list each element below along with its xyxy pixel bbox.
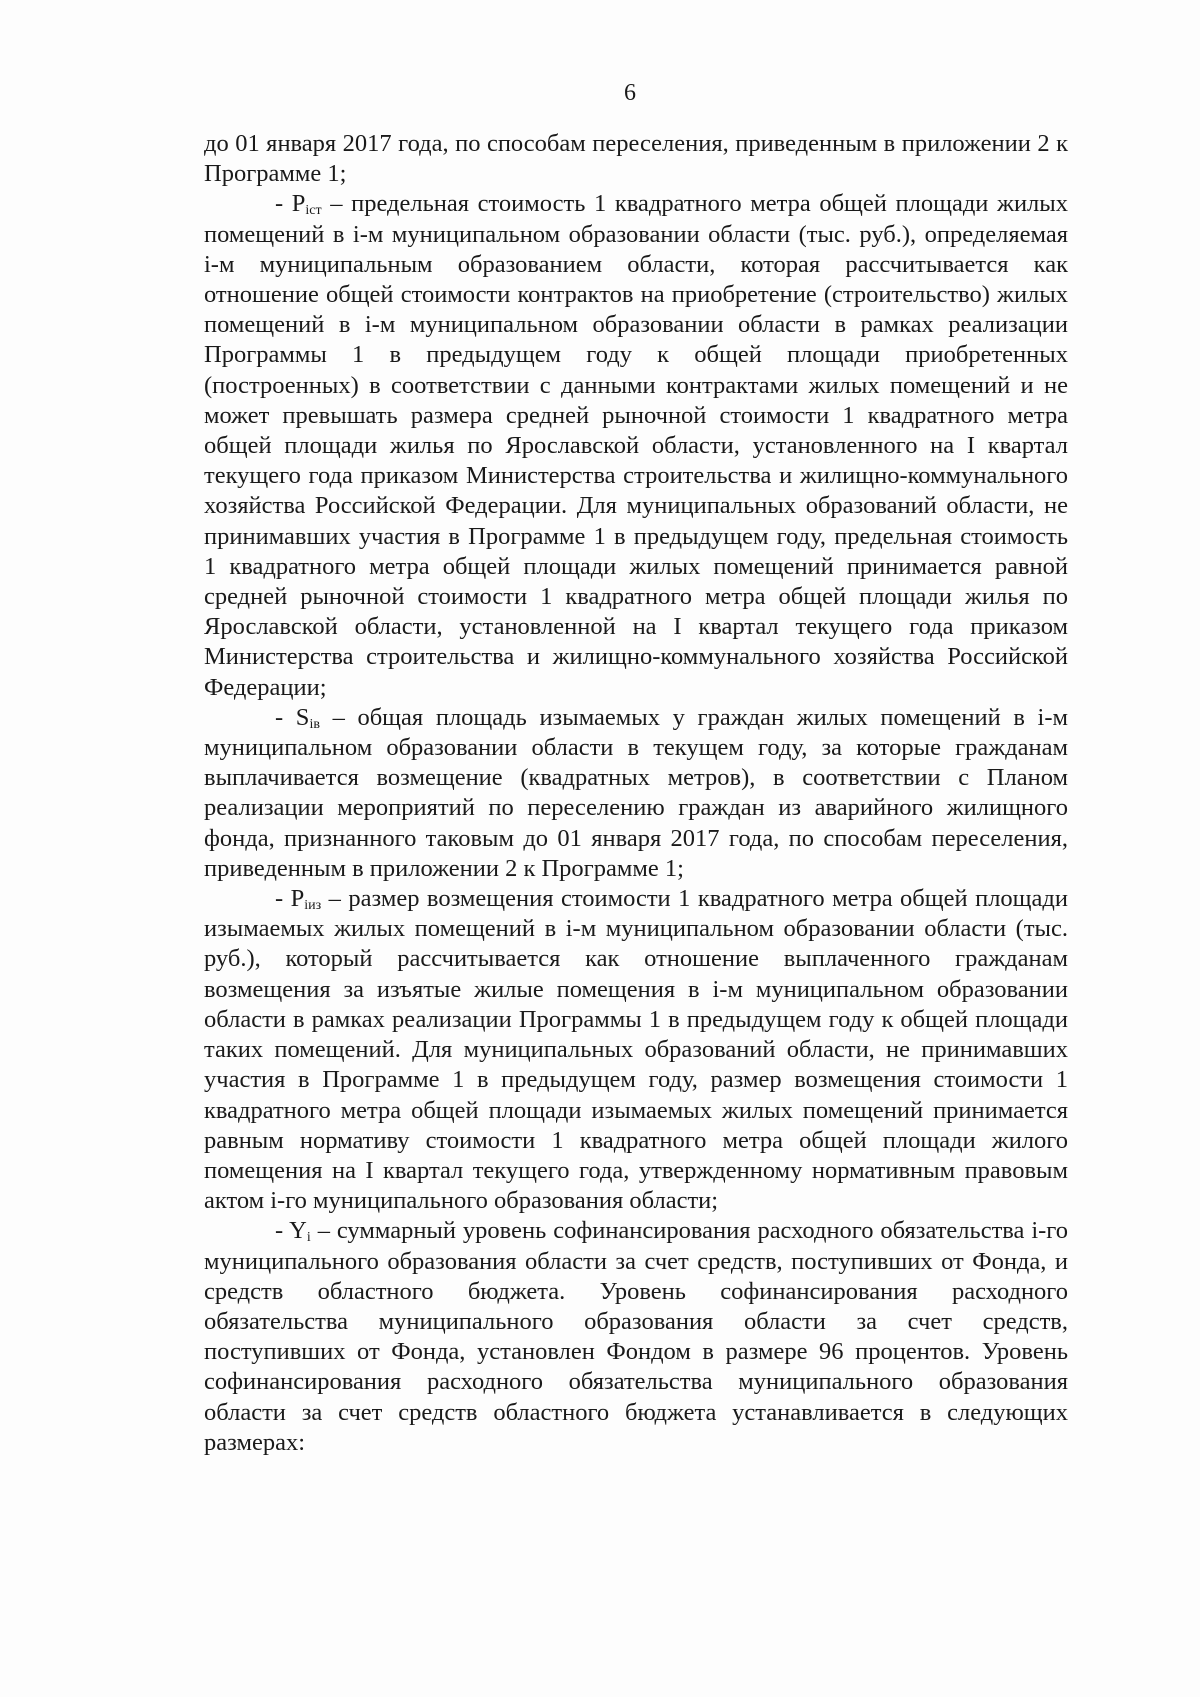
paragraph-text: - Y [275, 1217, 307, 1245]
paragraph [204, 189, 1068, 702]
paragraph-text: - S [275, 703, 310, 731]
paragraph [204, 129, 1068, 189]
subscript: i [306, 1230, 311, 1246]
paragraph-text: – общая площадь изымаемых у граждан жилых помещений в i-м муниципальном образовании области в текущем году, за которые гражданам выплачивается возмещение (квадратных метров), в соответствии с Планом реализации мероприятий по переселению граждан из аварийного жилищного фонда, признанного таковым до 01 января 2017 года, по способам переселения, приведенным в приложении 2 к Программе 1; [204, 703, 1068, 882]
paragraph [204, 884, 1068, 1216]
subscript: iв [309, 716, 320, 732]
paragraph-text: – предельная стоимость 1 квадратного метра общей площади жилых помещений в i-м муниципальном образовании области (тыс. руб.), определяемая i-м муниципальным образованием области, которая рассчитывается как отношение общей стоимости контрактов на приобретение (строительство) жилых помещений в i-м муниципальном образовании области в рамках реализации Программы 1 в предыдущем году к общей площади приобретенных (построенных) в соответствии с данными контрактами жилых помещений и не может превышать размера средней рыночной стоимости 1 квадратного метра общей площади жилья по Ярославской области, установленного на I квартал текущего года приказом Министерства строительства и жилищно-коммунального хозяйства Российской Федерации. Для муниципальных образований области, не принимавших участия в Программе 1 в предыдущем году, предельная стоимость 1 квадратного метра общей площади жилых помещений принимается равной средней рыночной стоимости 1 квадратного метра общей площади жилья по Ярославской области, установленной на I квартал текущего года приказом Министерства строительства и жилищно-коммунального хозяйства Российской Федерации; [204, 190, 1068, 701]
document-body [204, 129, 1068, 1458]
subscript: iст [305, 203, 322, 219]
paragraph-text: до 01 января 2017 года, по способам переселения, приведенным в приложении 2 к Программе 1; [204, 130, 1068, 188]
paragraph-text: – суммарный уровень софинансирования расходного обязательства i-го муниципального образования области за счет средств, поступивших от Фонда, и средств областного бюджета. Уровень софинансирования расходного обязательства муниципального образования области за счет средств, поступивших от Фонда, установлен Фондом в размере 96 процентов. Уровень софинансирования расходного обязательства муниципального образования области за счет средств областного бюджета устанавливается в следующих размерах: [204, 1217, 1068, 1456]
subscript: iиз [304, 898, 322, 914]
paragraph [204, 703, 1068, 884]
paragraph-text: - P [275, 190, 306, 218]
paragraph-text: - P [275, 885, 305, 913]
page-number: 6 [624, 80, 636, 106]
paragraph-text: – размер возмещения стоимости 1 квадратного метра общей площади изымаемых жилых помещений в i-м муниципальном образовании области (тыс. руб.), который рассчитывается как отношение выплаченного гражданам возмещения за изъятые жилые помещения в i-м муниципальном образовании области в рамках реализации Программы 1 в предыдущем году к общей площади таких помещений. Для муниципальных образований области, не принимавших участия в Программе 1 в предыдущем году, размер возмещения стоимости 1 квадратного метра общей площади изымаемых жилых помещений принимается равным нормативу стоимости 1 квадратного метра общей площади жилого помещения на I квартал текущего года, утвержденному нормативным правовым актом i-го муниципального образования области; [204, 885, 1068, 1215]
paragraph [204, 1216, 1068, 1458]
